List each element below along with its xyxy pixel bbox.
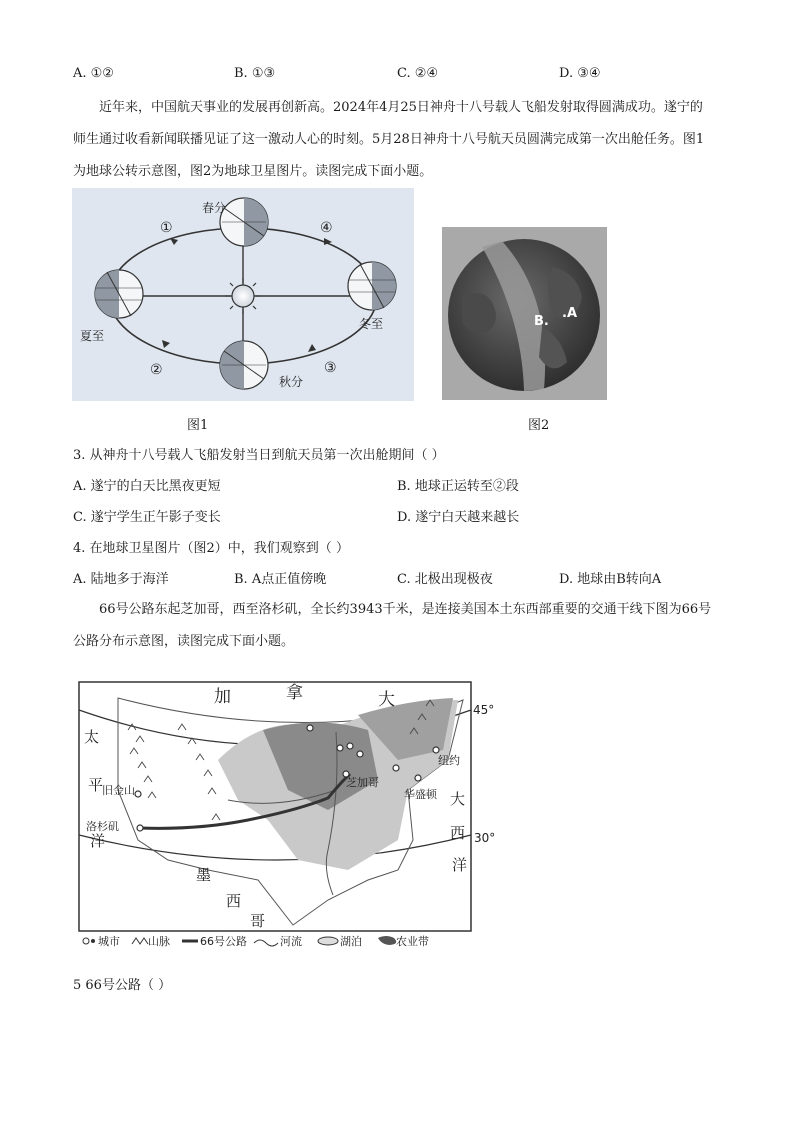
figure-2-satellite-image	[442, 227, 607, 400]
label-autumn-equinox: 秋分	[279, 375, 304, 389]
label-segment-1: ①	[160, 220, 173, 236]
route-66-map	[78, 670, 496, 948]
figure-1-revolution-diagram	[72, 188, 414, 401]
map-canada-char-1: 加	[214, 687, 231, 707]
q2-option-b: B. ①③	[234, 66, 276, 81]
label-segment-4: ④	[320, 220, 333, 236]
q3-option-d: D. 遂宁白天越来越长	[397, 510, 520, 525]
q2-option-d: D. ③④	[559, 66, 601, 81]
figure-2-caption: 图2	[528, 418, 550, 433]
q3-option-c: C. 遂宁学生正午影子变长	[73, 510, 221, 525]
legend-route: 66号公路	[200, 935, 247, 948]
legend-river: 河流	[280, 935, 302, 948]
q4-option-a: A. 陆地多于海洋	[73, 572, 169, 587]
legend-mountain: 山脉	[148, 935, 170, 948]
question-5-stem: 5 66号公路（ ）	[73, 978, 172, 993]
question-4-stem: 4. 在地球卫星图片（图2）中，我们观察到（ ）	[73, 541, 349, 556]
figure-1-caption: 图1	[187, 418, 209, 433]
map-canada-char-3: 大	[378, 690, 395, 710]
intro-paragraph-spaceflight: 近年来，中国航天事业的发展再创新高。2024年4月25日神舟十八号载人飞船发射取得圆满成功。遂宁的师生通过收看新闻联播见证了这一激动人心的时刻。5月28日神舟十八号航天员圆满完成第一次出舱任务。图1为地球公转示意图，图2为地球卫星图片。读图完成下面小题。	[73, 100, 705, 179]
map-atlantic-char-3: 洋	[452, 856, 468, 874]
earth-autumn-equinox-icon	[220, 341, 268, 389]
map-new-york-label: 纽约	[438, 754, 460, 767]
q4-option-d: D. 地球由B转向A	[559, 572, 662, 587]
q2-option-a: A. ①②	[73, 66, 114, 81]
legend-lake: 湖泊	[340, 935, 362, 948]
point-b-label: B.	[534, 314, 549, 329]
map-canada-char-2: 拿	[286, 683, 303, 703]
map-pacific-char-1: 太	[84, 728, 100, 746]
map-mexico-char-2: 西	[226, 892, 242, 910]
earth-winter-solstice-icon	[348, 262, 396, 310]
map-atlantic-char-1: 大	[450, 790, 466, 808]
q3-option-b: B. 地球正运转至②段	[397, 479, 519, 494]
map-mexico-char-3: 哥	[250, 912, 266, 930]
earth-summer-solstice-icon	[95, 270, 143, 318]
question-3-stem: 3. 从神舟十八号载人飞船发射当日到航天员第一次出舱期间（ ）	[73, 448, 445, 463]
map-lat-30-label: 30°	[474, 831, 496, 845]
earth-spring-equinox-icon	[220, 198, 268, 246]
map-chicago-label: 芝加哥	[346, 776, 379, 789]
q4-option-b: B. A点正值傍晚	[234, 572, 327, 587]
q3-option-a: A. 遂宁的白天比黑夜更短	[73, 479, 221, 494]
map-pacific-char-2: 平	[88, 776, 104, 794]
map-san-francisco-label: 旧金山	[102, 784, 135, 797]
map-lat-45-label: 45°	[473, 703, 495, 717]
legend-city: 城市	[98, 935, 120, 948]
map-atlantic-char-2: 西	[450, 824, 466, 842]
label-winter-solstice: 冬至	[359, 317, 384, 331]
map-los-angeles-label: 洛杉矶	[86, 820, 119, 833]
point-a-label: .A	[562, 306, 577, 321]
legend-farm: 农业带	[396, 935, 429, 948]
map-mexico-char-1: 墨	[196, 866, 212, 884]
label-summer-solstice: 夏至	[80, 329, 105, 343]
q2-option-c: C. ②④	[397, 66, 439, 81]
map-legend	[83, 934, 429, 948]
label-segment-2: ②	[150, 362, 163, 378]
map-pacific-char-3: 洋	[90, 832, 106, 850]
label-spring-equinox: 春分	[202, 201, 227, 215]
intro-paragraph-route66: 66号公路东起芝加哥，西至洛杉矶，全长约3943千米，是连接美国本土东西部重要的交通干线下图为66号公路分布示意图，读图完成下面小题。	[73, 602, 712, 649]
map-washington-label: 华盛顿	[404, 788, 437, 801]
label-segment-3: ③	[324, 360, 337, 376]
q4-option-c: C. 北极出现极夜	[397, 572, 493, 587]
